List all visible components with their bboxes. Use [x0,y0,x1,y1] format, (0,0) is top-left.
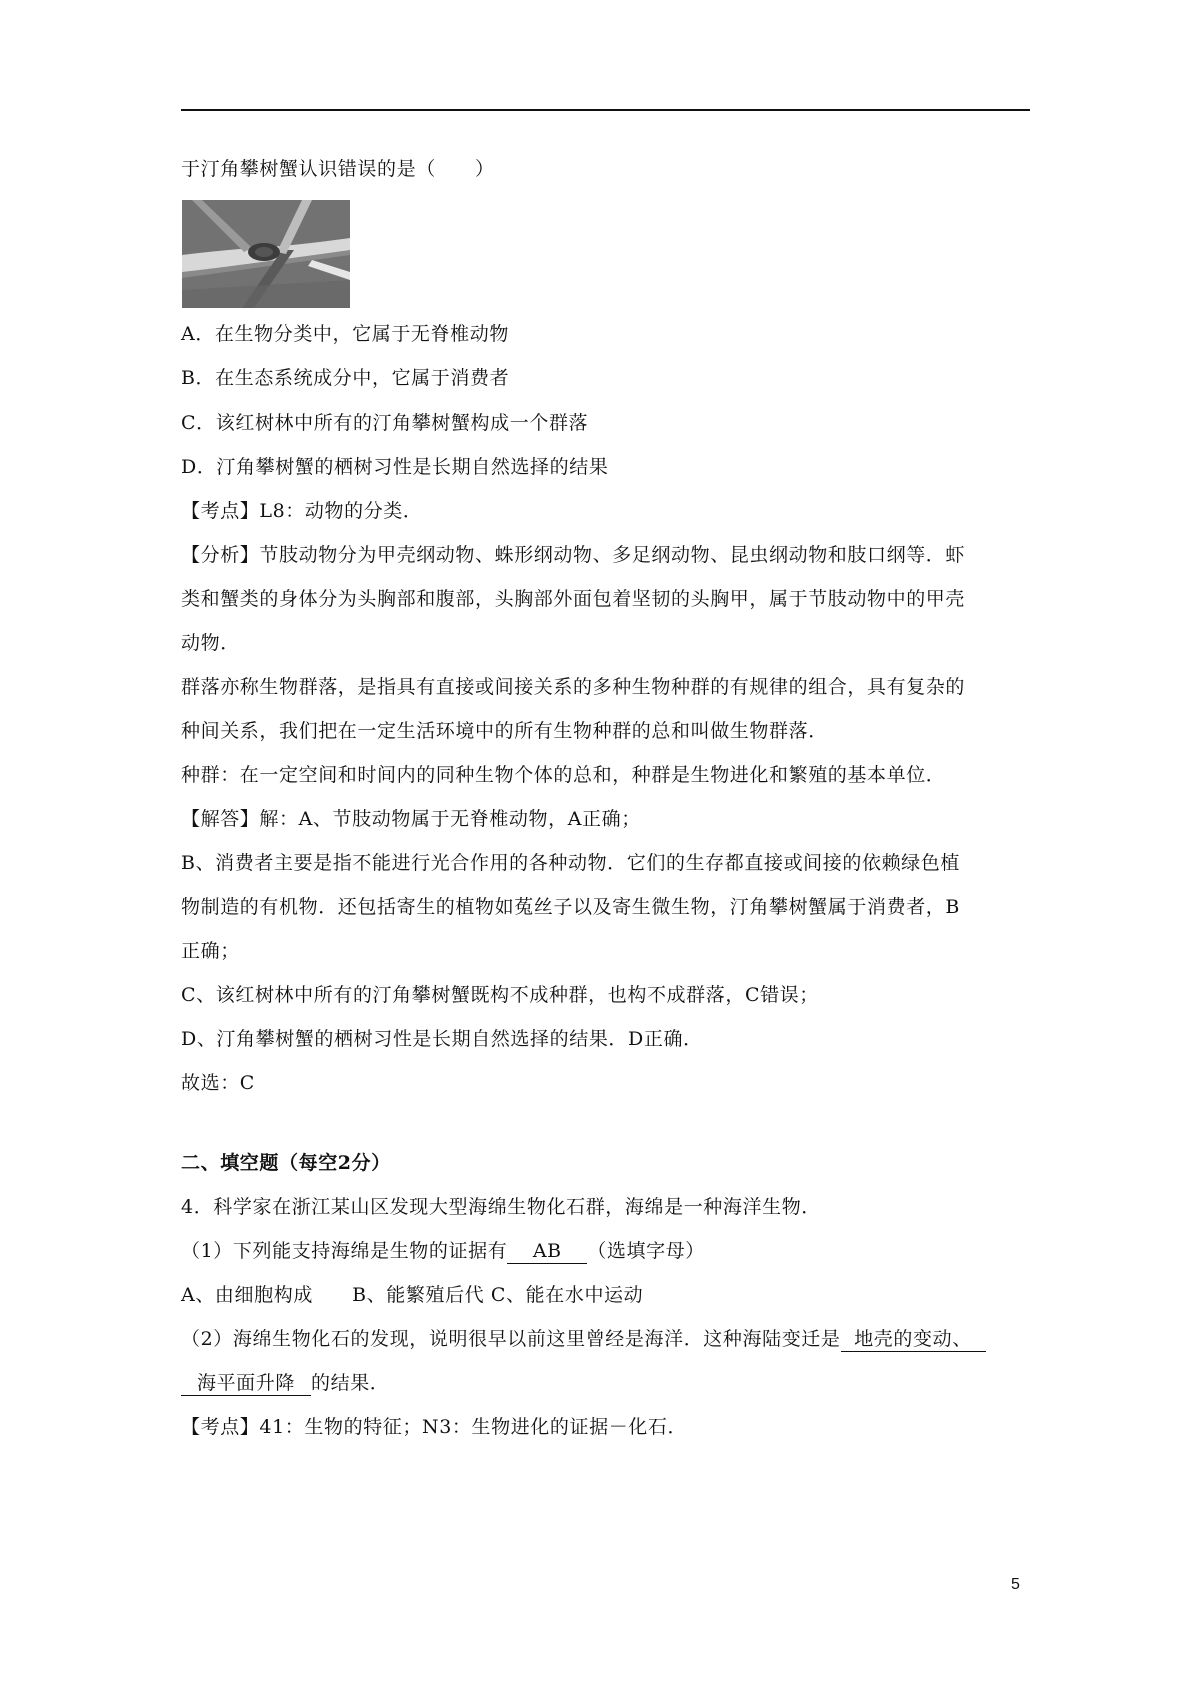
crab-photo [182,200,350,308]
analysis-line: 种间关系，我们把在一定生活环境中的所有生物种群的总和叫做生物群落． [181,720,828,742]
option-a: A．在生物分类中，它属于无脊椎动物 [181,323,509,345]
kaodian-line-2: 【考点】41：生物的特征；N3：生物进化的证据－化石． [181,1416,688,1438]
solution-line: D、汀角攀树蟹的栖树习性是长期自然选择的结果．D正确． [181,1028,703,1050]
solution-line: 物制造的有机物．还包括寄生的植物如菟丝子以及寄生微生物，汀角攀树蟹属于消费者，B [181,896,960,918]
analysis-line: 动物． [181,632,240,654]
option-c: C．该红树林中所有的汀角攀树蟹构成一个群落 [181,412,589,434]
part-2-prefix: （2）海绵生物化石的发现，说明很早以前这里曾经是海洋．这种海陆变迁是 [181,1328,841,1350]
solution-line: C、该红树林中所有的汀角攀树蟹既构不成种群，也构不成群落，C错误； [181,984,819,1006]
analysis-line: 群落亦称生物群落，是指具有直接或间接关系的多种生物种群的有规律的组合，具有复杂的 [181,676,966,698]
section-title: 二、填空题（每空2分） [181,1152,391,1174]
question-4-part-1 [181,1237,705,1265]
crab-photo-image [182,200,350,308]
analysis-line: 种群：在一定空间和时间内的同种生物个体的总和，种群是生物进化和繁殖的基本单位． [181,764,946,786]
solution-line: 正确； [181,940,240,962]
kaodian-line: 【考点】L8：动物的分类． [181,500,423,522]
page-number: 5 [1011,1576,1020,1593]
part-2-answer-blank-b: 海平面升降 [181,1371,311,1396]
solution-line: B、消费者主要是指不能进行光合作用的各种动物．它们的生存都直接或间接的依赖绿色植 [181,852,960,874]
analysis-line: 类和蟹类的身体分为头胸部和腹部，头胸部外面包着坚韧的头胸甲，属于节肢动物中的甲壳 [181,588,966,610]
solution-line: 【解答】解：A、节肢动物属于无脊椎动物，A正确； [181,808,641,830]
analysis-line: 【分析】节肢动物分为甲壳纲动物、蛛形纲动物、多足纲动物、昆虫纲动物和肢口纲等．虾 [181,544,966,566]
part-1-answer-blank: AB [507,1239,587,1264]
header-rule [181,109,1030,111]
question-4-part-2-cont [181,1369,389,1397]
part-1-prefix: （1）下列能支持海绵是生物的证据有 [181,1240,508,1262]
part-2-suffix: 的结果． [311,1372,390,1394]
option-d: D．汀角攀树蟹的栖树习性是长期自然选择的结果 [181,456,609,478]
answer-line: 故选：C [181,1072,255,1094]
part-2-answer-blank-a: 地壳的变动、 [841,1327,986,1352]
question-4-choices: A、由细胞构成 B、能繁殖后代 C、能在水中运动 [181,1284,644,1306]
part-1-suffix: （选填字母） [587,1240,705,1262]
question-text: 于汀角攀树蟹认识错误的是（ ） [181,158,495,180]
question-4-part-2 [181,1325,986,1353]
option-b: B．在生态系统成分中，它属于消费者 [181,367,510,389]
question-4-stem: 4．科学家在浙江某山区发现大型海绵生物化石群，海绵是一种海洋生物． [181,1196,821,1218]
